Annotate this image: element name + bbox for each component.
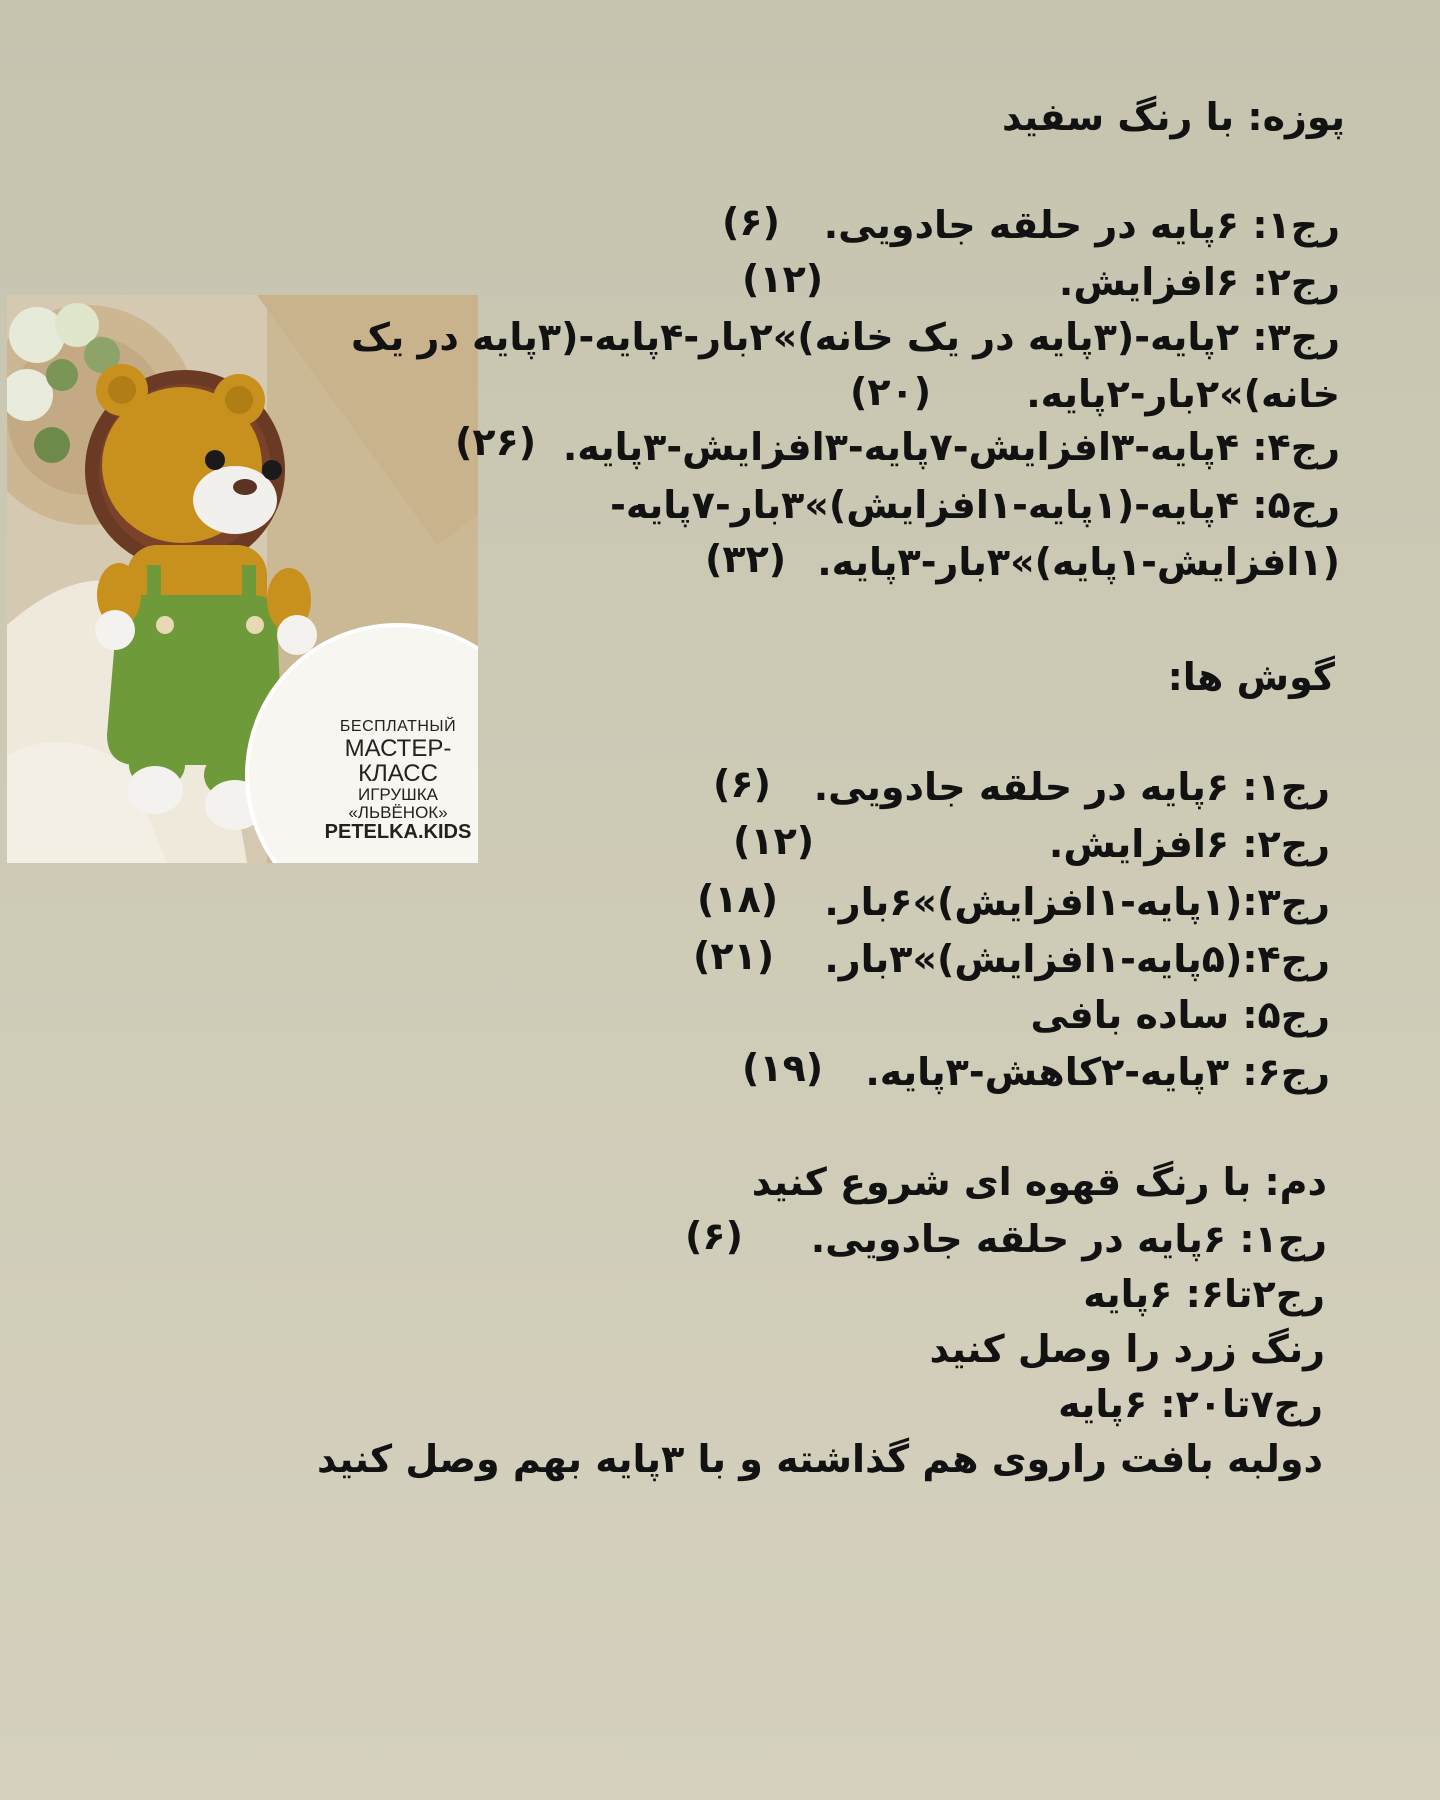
stitch-count: (۶) — [685, 1214, 743, 1258]
stitch-count: (۱۹) — [742, 1046, 824, 1090]
pattern-row: رج۵: ساده بافی — [1030, 993, 1330, 1037]
pattern-row: رج۴: ۴پایه-۳افزایش-۷پایه-۳افزایش-۳پایه. — [562, 425, 1340, 469]
stitch-count: (۱۸) — [697, 877, 779, 921]
section-title-tail: دم: با رنگ قهوه ای شروع کنید — [751, 1160, 1327, 1204]
pattern-row: دولبه بافت راروی هم گذاشته و با ۳پایه بهم وصل کنید — [317, 1437, 1323, 1481]
pattern-row: رج۱: ۶پایه در حلقه جادویی. — [813, 765, 1330, 809]
stitch-count: (۱۲) — [733, 819, 815, 863]
badge-line: ИГРУШКА — [357, 785, 438, 805]
pattern-row: رج۱: ۶پایه در حلقه جادویی. — [810, 1217, 1327, 1261]
pattern-row: رج۲: ۶افزایش. — [1058, 260, 1340, 304]
pattern-row: رج۱: ۶پایه در حلقه جادویی. — [823, 203, 1340, 247]
pattern-row: رج۳:(۱پایه-۱افزایش)»۶بار. — [824, 880, 1330, 924]
pattern-row: رج۲تا۶: ۶پایه — [1083, 1272, 1325, 1316]
stitch-count: (۱۲) — [742, 257, 824, 301]
badge-line: МАСТЕР- — [344, 734, 452, 762]
stitch-count: (۶) — [722, 200, 780, 244]
section-title-snout: پوزه: با رنگ سفید — [1001, 95, 1345, 139]
pattern-row: خانه)»۲بار-۲پایه. — [1026, 372, 1340, 416]
pattern-row: رج۴:(۵پایه-۱افزایش)»۳بار. — [824, 937, 1330, 981]
stitch-count: (۲۱) — [693, 934, 775, 978]
badge-line: БЕСПЛАТНЫЙ — [339, 718, 457, 735]
badge-line: PETELKA.KIDS — [324, 820, 472, 843]
stitch-count: (۲۶) — [455, 420, 537, 464]
badge-line: «ЛЬВЁНОК» — [348, 803, 448, 823]
pattern-row: رج۷تا۲۰: ۶پایه — [1058, 1382, 1323, 1426]
pattern-row: رج۶: ۳پایه-۲کاهش-۳پایه. — [865, 1050, 1330, 1094]
badge-line: КЛАСС — [358, 759, 438, 787]
section-title-ears: گوش ها: — [1167, 655, 1335, 699]
pattern-row: رج۲: ۶افزایش. — [1048, 822, 1330, 866]
pattern-row: رنگ زرد را وصل کنید — [929, 1327, 1325, 1371]
stitch-count: (۲۰) — [850, 370, 932, 414]
pattern-row: رج۳: ۲پایه-(۳پایه در یک خانه)»۲بار-۴پایه-(۳پایه در یک — [351, 315, 1340, 359]
pattern-row: (۱افزایش-۱پایه)»۳بار-۳پایه. — [817, 540, 1340, 584]
stitch-count: (۳۲) — [705, 537, 787, 581]
stitch-count: (۶) — [713, 762, 771, 806]
photo-badge — [324, 719, 472, 843]
pattern-row: رج۵: ۴پایه-(۱پایه-۱افزایش)»۳بار-۷پایه- — [610, 483, 1340, 527]
